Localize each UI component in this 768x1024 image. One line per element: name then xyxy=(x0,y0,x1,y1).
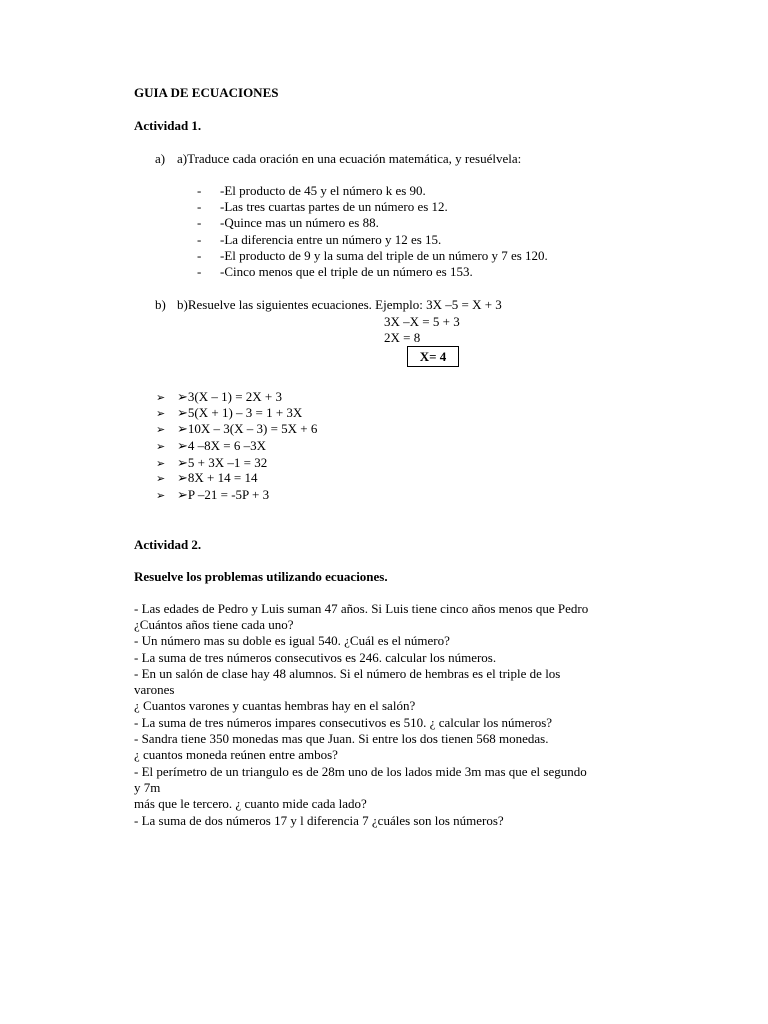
arrow-bullet-icon: ➢ xyxy=(156,458,166,470)
page-title: GUIA DE ECUACIONES xyxy=(134,85,279,100)
list-item-text: -Cinco menos que el triple de un número es 153. xyxy=(220,264,473,279)
problem-line: - La suma de tres números impares consecutivos es 510. ¿ calcular los números? xyxy=(134,715,553,730)
problem-line: varones xyxy=(134,682,175,697)
problem-line: ¿ Cuantos varones y cuantas hembras hay en el salón? xyxy=(134,698,416,713)
problem-line: ¿ cuantos moneda reúnen entre ambos? xyxy=(134,747,338,762)
arrow-bullet-icon: ➢ xyxy=(156,408,166,420)
part-b-marker: b) xyxy=(155,297,166,312)
dash-bullet: - xyxy=(197,232,202,247)
problem-line: - La suma de dos números 17 y l diferencia 7 ¿cuáles son los números? xyxy=(134,813,504,828)
dash-bullet: - xyxy=(197,264,202,279)
equation-text: ➢5 + 3X –1 = 32 xyxy=(177,455,268,470)
part-b-instruction: b)Resuelve las siguientes ecuaciones. Ejemplo: 3X –5 = X + 3 xyxy=(177,297,502,312)
problem-line: más que le tercero. ¿ cuanto mide cada lado? xyxy=(134,796,367,811)
example-step-2: 2X = 8 xyxy=(384,330,421,345)
equation-text: ➢4 –8X = 6 –3X xyxy=(177,438,267,453)
arrow-bullet-icon: ➢ xyxy=(156,490,166,502)
list-item-text: -Las tres cuartas partes de un número es 12. xyxy=(220,199,448,214)
list-item-text: -El producto de 45 y el número k es 90. xyxy=(220,183,426,198)
problem-line: - La suma de tres números consecutivos es 246. calcular los números. xyxy=(134,650,497,665)
equation-text: ➢5(X + 1) – 3 = 1 + 3X xyxy=(177,405,303,420)
actividad-2-subheading: Resuelve los problemas utilizando ecuaciones. xyxy=(134,569,388,584)
part-a-marker: a) xyxy=(155,151,166,166)
problem-line: - El perímetro de un triangulo es de 28m uno de los lados mide 3m mas que el segundo xyxy=(134,764,587,779)
equation-text: ➢P –21 = -5P + 3 xyxy=(177,487,270,502)
example-result-box: X= 4 xyxy=(407,346,459,367)
actividad-2-heading: Actividad 2. xyxy=(134,537,202,552)
list-item-text: -El producto de 9 y la suma del triple de un número y 7 es 120. xyxy=(220,248,548,263)
dash-bullet: - xyxy=(197,215,202,230)
problem-line: - Sandra tiene 350 monedas mas que Juan. Si entre los dos tienen 568 monedas. xyxy=(134,731,549,746)
problem-line: ¿Cuántos años tiene cada uno? xyxy=(134,617,294,632)
example-step-1: 3X –X = 5 + 3 xyxy=(384,314,460,329)
arrow-bullet-icon: ➢ xyxy=(156,392,166,404)
dash-bullet: - xyxy=(197,199,202,214)
equation-text: ➢10X – 3(X – 3) = 5X + 6 xyxy=(177,421,318,436)
problem-line: - Las edades de Pedro y Luis suman 47 años. Si Luis tiene cinco años menos que Pedro xyxy=(134,601,589,616)
problem-line: - Un número mas su doble es igual 540. ¿Cuál es el número? xyxy=(134,633,450,648)
equation-text: ➢3(X – 1) = 2X + 3 xyxy=(177,389,282,404)
arrow-bullet-icon: ➢ xyxy=(156,441,166,453)
equation-text: ➢8X + 14 = 14 xyxy=(177,470,258,485)
dash-bullet: - xyxy=(197,248,202,263)
arrow-bullet-icon: ➢ xyxy=(156,424,166,436)
actividad-1-heading: Actividad 1. xyxy=(134,118,202,133)
part-a-instruction: a)Traduce cada oración en una ecuación matemática, y resuélvela: xyxy=(177,151,522,166)
arrow-bullet-icon: ➢ xyxy=(156,473,166,485)
dash-bullet: - xyxy=(197,183,202,198)
problem-line: y 7m xyxy=(134,780,161,795)
problem-line: - En un salón de clase hay 48 alumnos. Si el número de hembras es el triple de los xyxy=(134,666,561,681)
list-item-text: -La diferencia entre un número y 12 es 15. xyxy=(220,232,442,247)
list-item-text: -Quince mas un número es 88. xyxy=(220,215,379,230)
